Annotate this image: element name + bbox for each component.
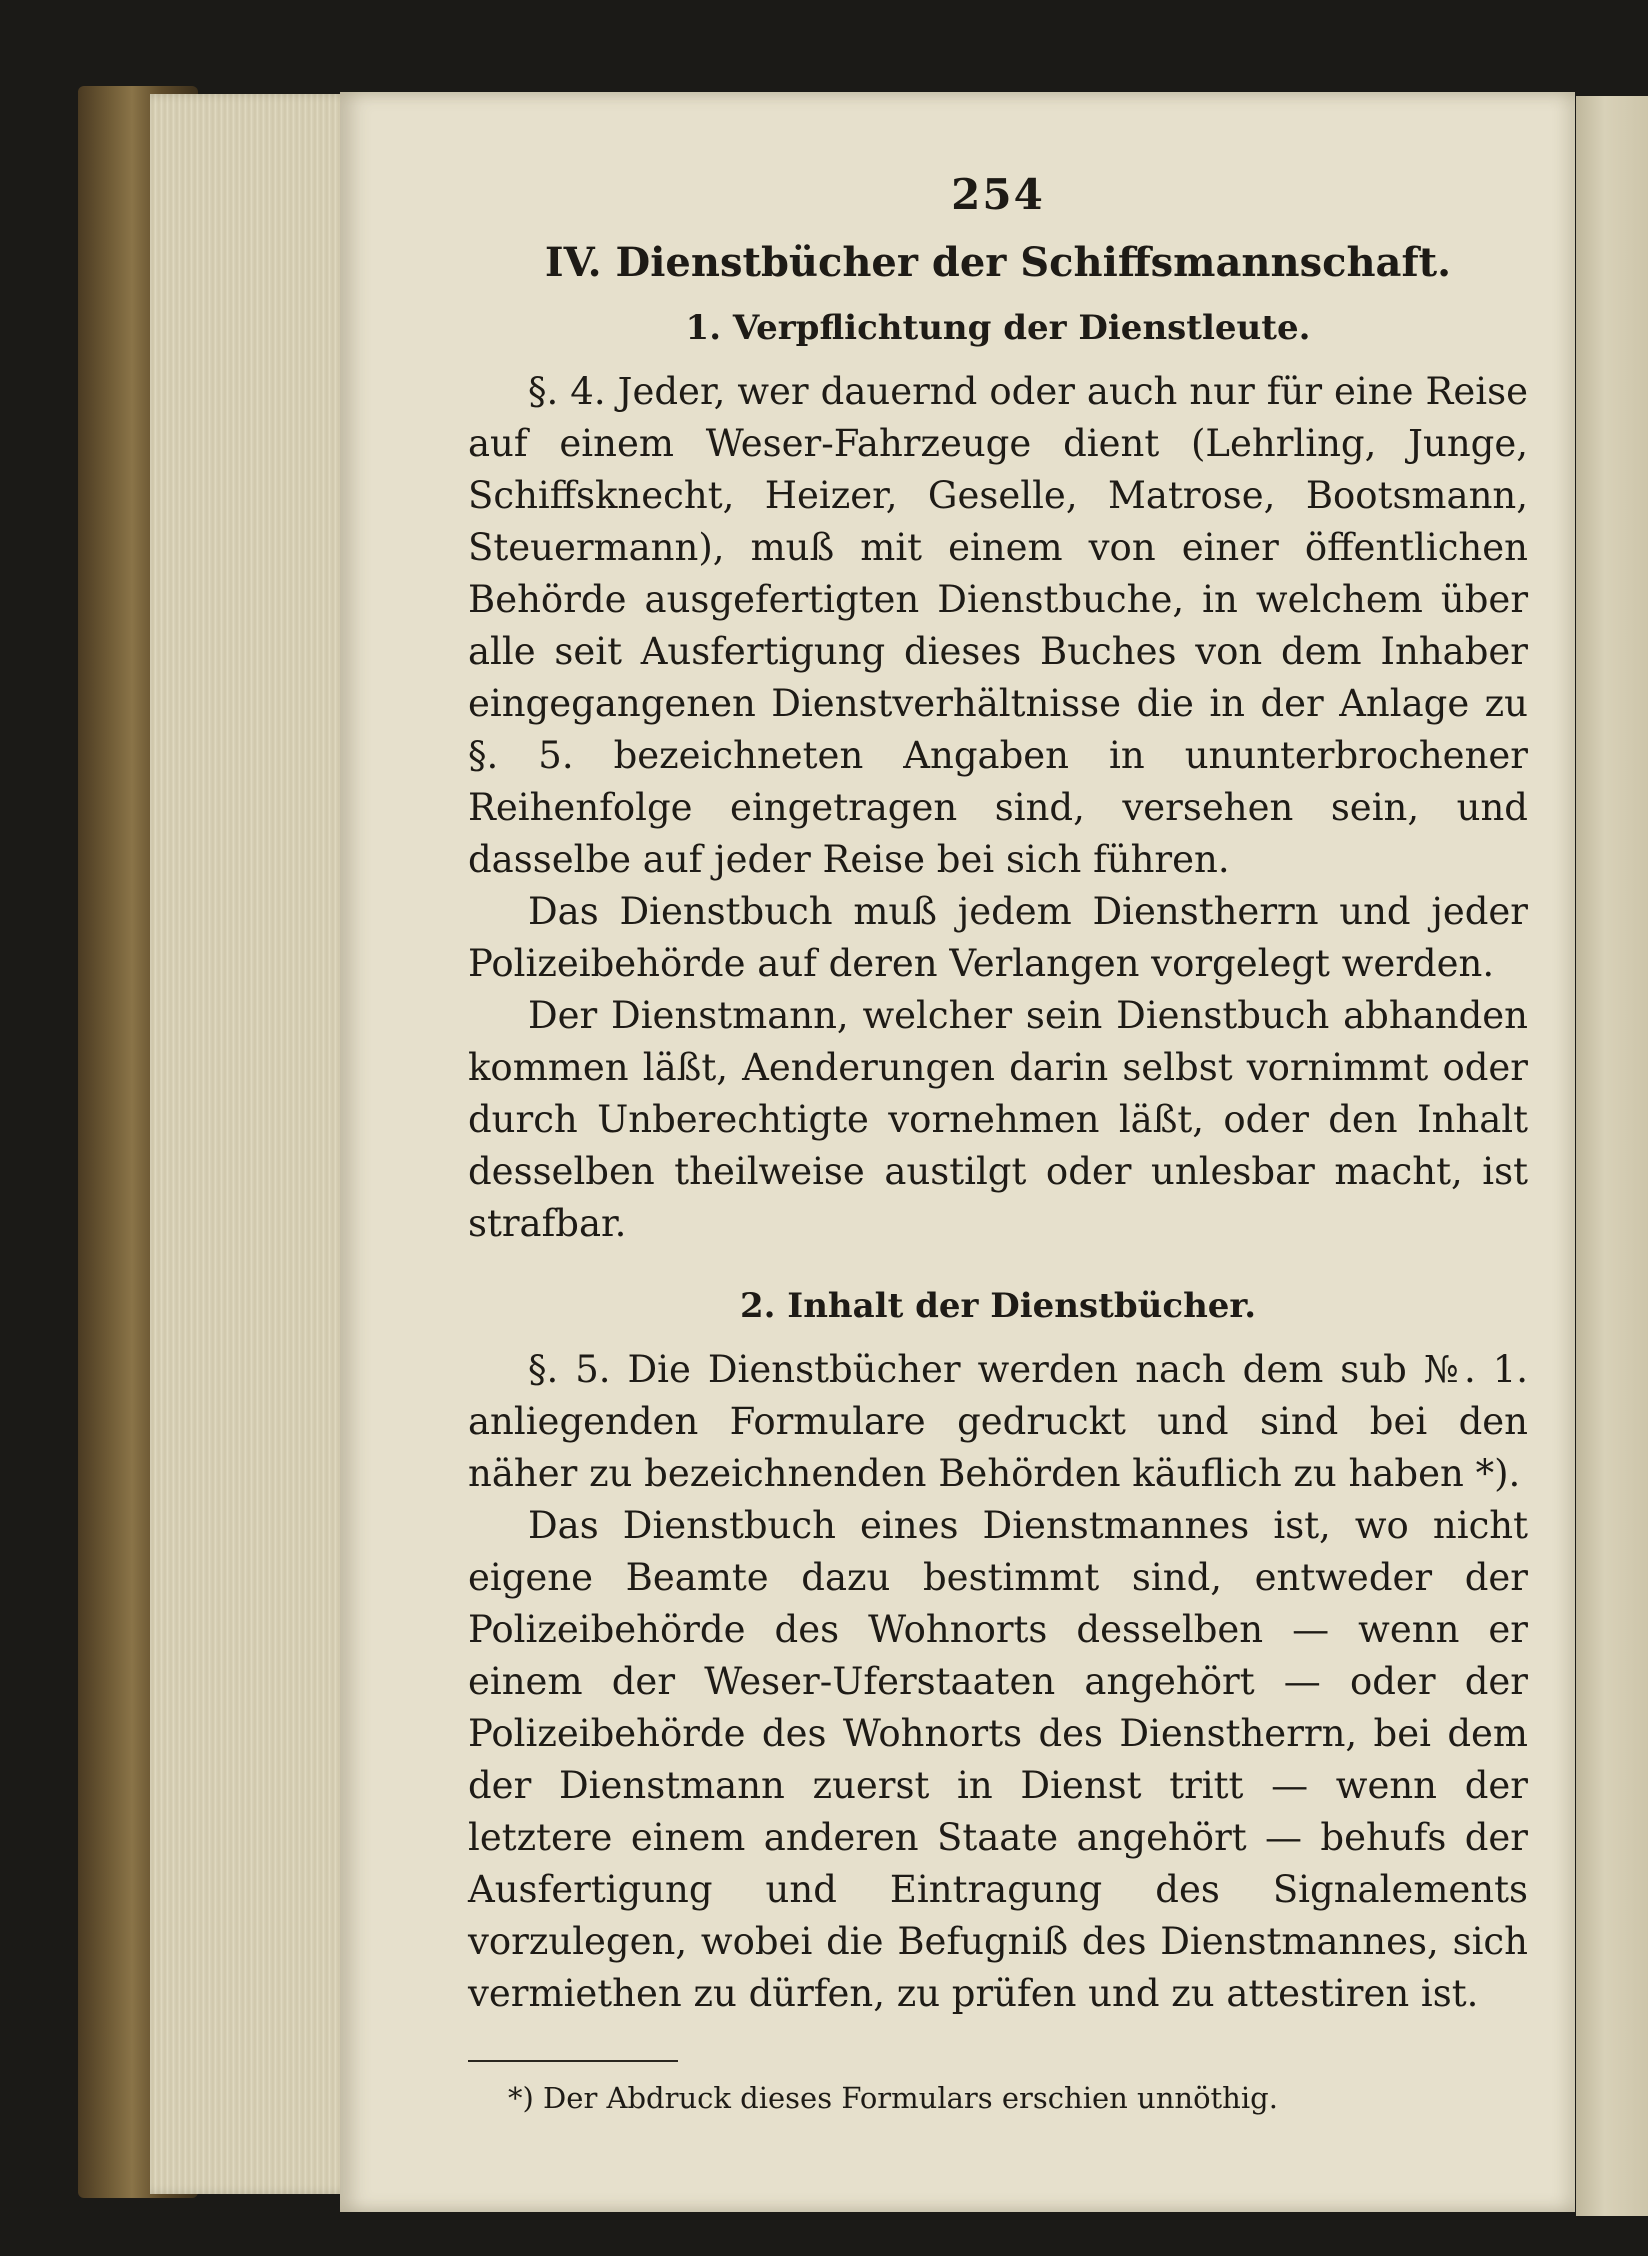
section-title: IV. Dienstbücher der Schiffsmannschaft. [544,239,1452,286]
paragraph-1: §. 4. Jeder, wer dauernd oder auch nur für eine Reise auf einem Weser-Fahrzeuge dient (Lehrling, Junge, Schiffsknecht, Heizer, Geselle, Matrose, Bootsmann, Steuermann), muß mit einem von einer öffentlichen Behörde ausgefertigten Dienstbuche, in welchem über alle seit Ausfertigung dieses Buches von dem Inhaber eingegangenen Dienstverhältnisse die in der Anlage zu §. 5. bezeichneten Angaben in ununterbrochener Reihenfolge eingetragen sind, versehen sein, und dasselbe auf jeder Reise bei sich führen. [468,370,1528,881]
subsection-title-1: 1. Verpflichtung der Dienstleute. [685,308,1311,348]
footnote: *) Der Abdruck dieses Formulars erschien unnöthig. [508,2081,1278,2115]
paragraph-2: Das Dienstbuch muß jedem Dienstherrn und jeder Polizeibehörde auf deren Verlangen vorgelegt werden. [468,890,1528,985]
subsection-title-2: 2. Inhalt der Dienstbücher. [739,1286,1257,1326]
paragraph-3: Der Dienstmann, welcher sein Dienstbuch abhanden kommen läßt, Aenderungen darin selbst vornimmt oder durch Unberechtigte vornehmen läßt, oder den Inhalt desselben theilweise austilgt oder unlesbar macht, ist strafbar. [468,994,1528,1245]
paragraph-4: §. 5. Die Dienstbücher werden nach dem sub №. 1. anliegenden Formulare gedruckt und sind bei den näher zu bezeichnenden Behörden käuflich zu haben *). [468,1348,1528,1495]
paragraph-5: Das Dienstbuch eines Dienstmannes ist, wo nicht eigene Beamte dazu bestimmt sind, entweder der Polizeibehörde des Wohnorts desselben — wenn er einem der Weser-Uferstaaten angehört — oder der Polizeibehörde des Wohnorts des Dienstherrn, bei dem der Dienstmann zuerst in Dienst tritt — wenn der letztere einem anderen Staate angehört — behufs der Ausfertigung und Eintragung des Signalements vorzulegen, wobei die Befugniß des Dienstmannes, sich vermiethen zu dürfen, zu prüfen und zu attestiren ist. [468,1504,1528,2015]
facing-page-edge [1576,96,1648,2216]
page-number: 254 [951,170,1045,219]
page-text [468,160,1528,2118]
page-edges [150,94,360,2194]
footnote-rule [468,2060,678,2062]
